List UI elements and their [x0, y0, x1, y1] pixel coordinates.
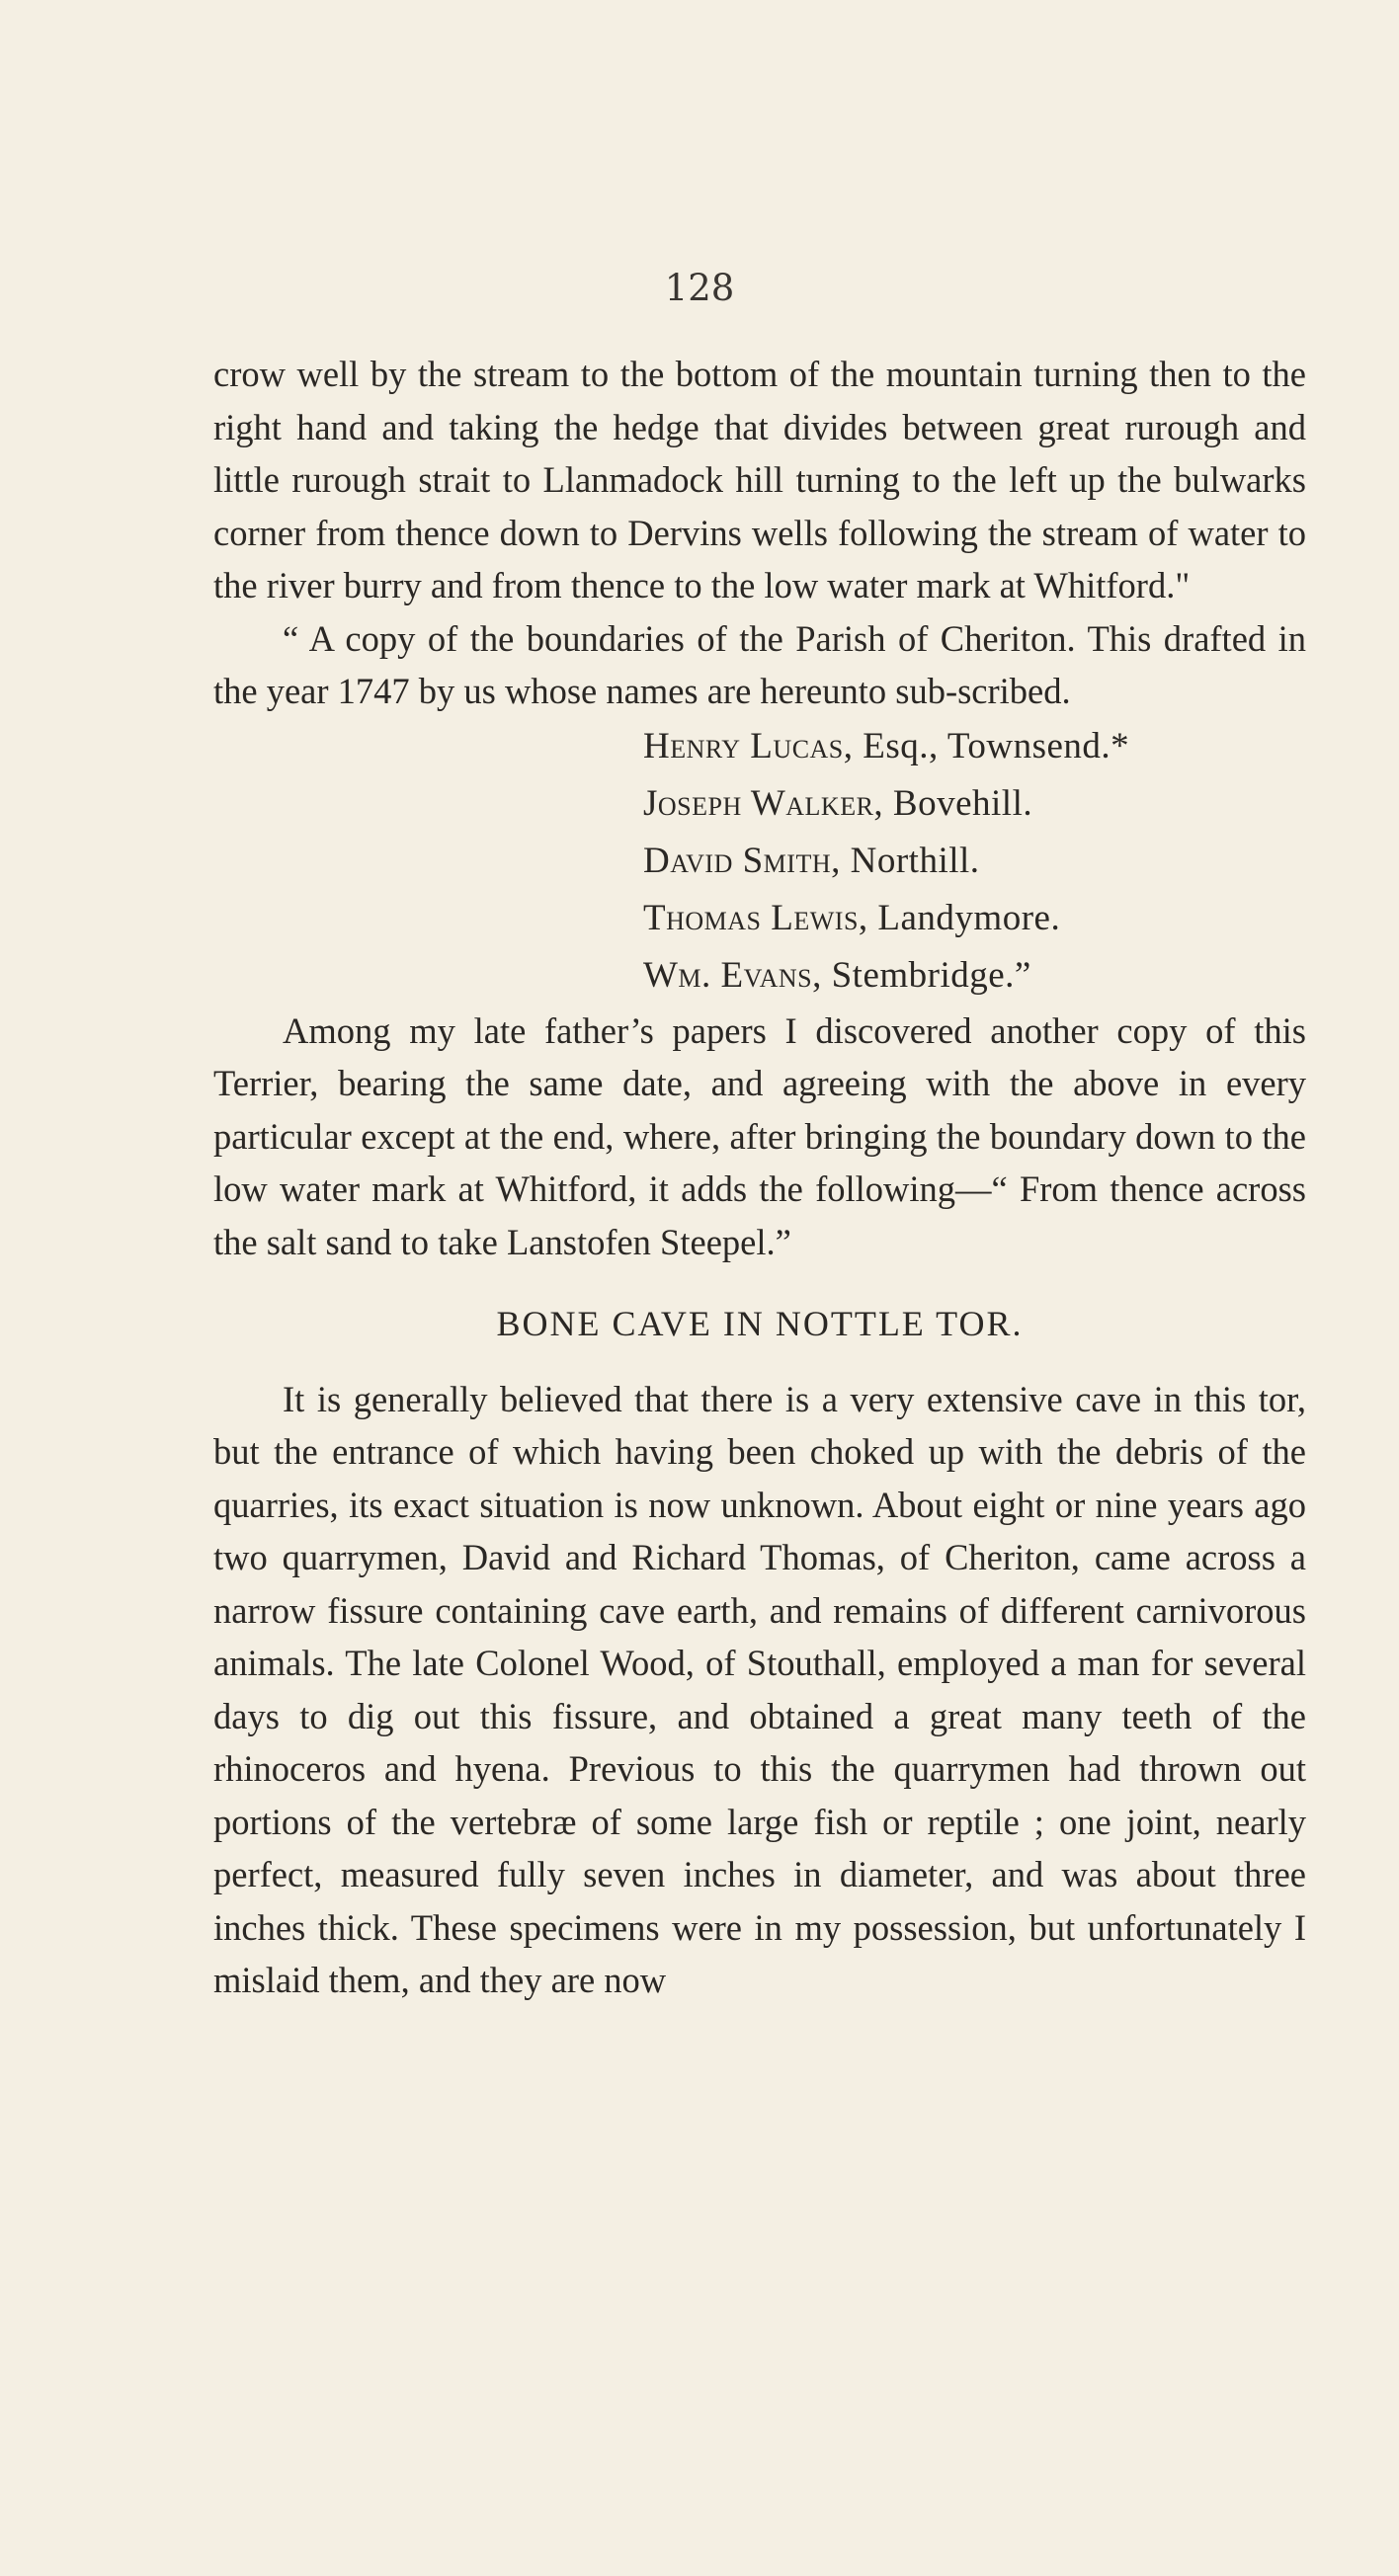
- signatory-name: Joseph Walker: [643, 782, 874, 824]
- signatory-place: , Esq., Townsend.*: [843, 725, 1130, 766]
- signatory-place: , Landymore.: [858, 897, 1061, 938]
- paragraph-bone-cave: It is generally believed that there is a very extensive cave in this tor, but the entrance of which having been choked up with the debris of the quarries, its exact situation is now unknown. About eight or nine years ago two quarrymen, David and Richard Thomas, of Cheriton, came across a narrow fissure containing cave earth, and remains of different carnivorous animals. The late Colonel Wood, of Stouthall, employed a man for several days to dig out this fissure, and obtained a great many teeth of the rhinoceros and hyena. Previous to this the quarrymen had thrown out portions of the vertebræ of some large fish or reptile ; one joint, nearly perfect, measured fully seven inches in diameter, and was about three inches thick. These specimens were in my possession, but unfortunately I mislaid them, and they are now: [213, 1378, 1306, 2000]
- signatory-list: [643, 718, 1306, 1005]
- signatory-name: David Smith: [643, 840, 832, 881]
- signatory: [643, 833, 1306, 890]
- signatory-name: Thomas Lewis: [643, 897, 859, 938]
- paragraph-terrier-copy: Among my late father’s papers I discovered another copy of this Terrier, bearing the same date, and agreeing with the above in every particular except at the end, where, after bringing the boundary down to the low water mark at Whitford, it adds the following—“ From thence across the salt sand to take Lanstofen Steepel.”: [213, 1009, 1306, 1262]
- signatory: [643, 890, 1306, 947]
- page-body: [213, 348, 1306, 2007]
- paragraph-boundary-end: crow well by the stream to the bottom of the mountain turning then to the right hand and taking the hedge that divides between great rurough and little rurough strait to Llanmadock hill turning to the left up the bulwarks corner from thence down to Dervins wells following the stream of water to the river burry and from thence to the low water mark at Whitford.": [213, 354, 1306, 605]
- signatory: [643, 947, 1306, 1005]
- signatory-place: , Bovehill.: [873, 782, 1033, 824]
- signatory-place: , Stembridge.”: [812, 954, 1031, 996]
- signatory-place: , Northill.: [831, 840, 980, 881]
- paragraph-boundaries-copy: “ A copy of the boundaries of the Parish of Cheriton. This drafted in the year 1747 by us whose names are hereunto sub-scribed.: [213, 617, 1306, 711]
- page-number: 128: [664, 267, 735, 309]
- signatory-name: Henry Lucas: [643, 725, 844, 766]
- signatory: [643, 718, 1306, 775]
- section-heading: BONE CAVE IN NOTTLE TOR.: [496, 1304, 1024, 1343]
- signatory: [643, 775, 1306, 833]
- signatory-name: Wm. Evans: [643, 954, 813, 996]
